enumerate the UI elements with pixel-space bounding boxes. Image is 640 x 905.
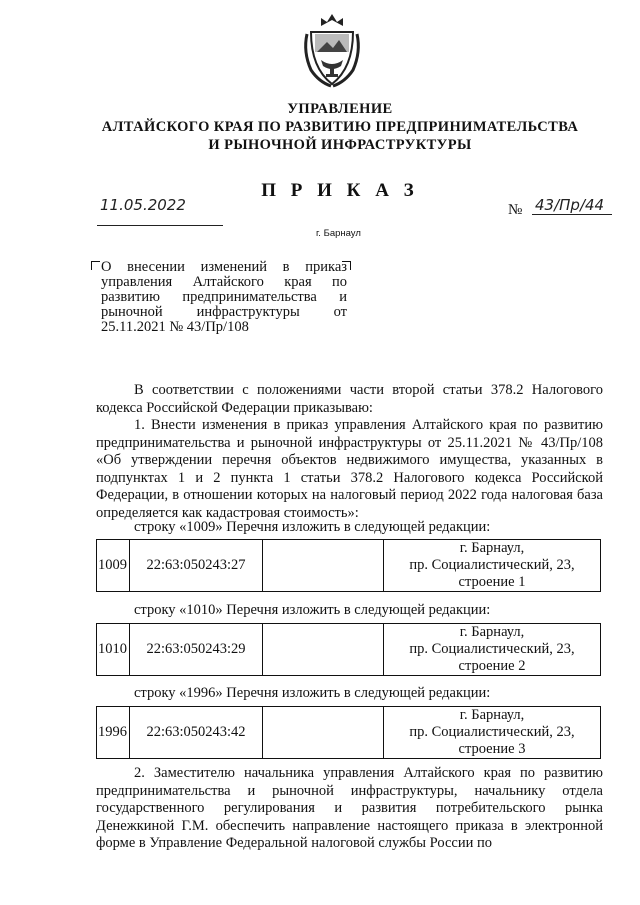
org-name-line-2: АЛТАЙСКОГО КРАЯ ПО РАЗВИТИЮ ПРЕДПРИНИМАТЕЛЬСТВА: [101, 119, 579, 135]
instruction-1009: строку «1009» Перечня изложить в следующей редакции:: [134, 519, 491, 535]
cadastral-number: 22:63:050243:29: [130, 624, 263, 676]
address-cell: [384, 624, 601, 676]
number-label: №: [508, 202, 523, 218]
org-name-line-1: УПРАВЛЕНИЕ: [287, 101, 393, 117]
empty-cell: [263, 707, 384, 759]
cadastral-number: 22:63:050243:42: [130, 707, 263, 759]
record-table-1996: [96, 706, 601, 759]
address-line: г. Барнаул,: [459, 540, 525, 556]
table-row: [97, 624, 601, 676]
coat-of-arms-icon: [301, 12, 363, 88]
address-line: строение 3: [458, 741, 526, 757]
city: г. Барнаул: [316, 228, 361, 239]
address-line: пр. Социалистический, 23,: [409, 557, 575, 573]
address-line: строение 1: [458, 574, 526, 590]
document-number: 43/Пр/44: [535, 196, 605, 214]
record-table-1010: [96, 623, 601, 676]
org-name-line-3: И РЫНОЧНОЙ ИНФРАСТРУКТУРЫ: [208, 137, 472, 153]
table-row: [97, 707, 601, 759]
empty-cell: [263, 540, 384, 592]
address-line: пр. Социалистический, 23,: [409, 641, 575, 657]
address-cell: [384, 707, 601, 759]
row-number: 1009: [97, 540, 130, 592]
cadastral-number: 22:63:050243:27: [130, 540, 263, 592]
empty-cell: [263, 624, 384, 676]
item-2-paragraph: 2. Заместителю начальника управления Алтайского края по развитию предпринимательства и рыночной инфраструктуры, начальнику отдела государственного регулирования и развития потребительского рынка Денежкиной Г.М. обеспечить направление настоящего приказа в электронной форме в Управление Федеральной налоговой службы России по: [96, 765, 603, 851]
address-line: г. Барнаул,: [459, 707, 525, 723]
address-line: строение 2: [458, 658, 526, 674]
address-line: пр. Социалистический, 23,: [409, 724, 575, 740]
intro-paragraph: В соответствии с положениями части второй статьи 378.2 Налогового кодекса Российской Федерации приказываю:: [96, 382, 603, 416]
subject-corner-left: [91, 261, 100, 270]
document-date: 11.05.2022: [100, 196, 186, 214]
row-number: 1010: [97, 624, 130, 676]
record-table-1009: [96, 539, 601, 592]
address-line: г. Барнаул,: [459, 624, 525, 640]
item-1-paragraph: 1. Внести изменения в приказ управления Алтайского края по развитию предпринимательства и рыночной инфраструктуры от 25.11.2021 № 43/Пр/108 «Об утверждении перечня объектов недвижимого имущества, указанных в подпунктах 1 и 2 пункта 1 статьи 378.2 Налогового кодекса Российской Федерации, в отношении которых на налоговый период 2022 года налоговая база определяется как кадастровая стоимость»:: [96, 417, 603, 521]
table-row: [97, 540, 601, 592]
document-title: П Р И К А З: [261, 180, 419, 201]
document-subject: О внесении изменений в приказ управления Алтайского края по развитию предпринимательства и рыночной инфраструктуры от 25.11.2021 № 43/Пр/108: [101, 259, 347, 335]
instruction-1010: строку «1010» Перечня изложить в следующей редакции:: [134, 602, 491, 618]
instruction-1996: строку «1996» Перечня изложить в следующей редакции:: [134, 685, 491, 701]
address-cell: [384, 540, 601, 592]
row-number: 1996: [97, 707, 130, 759]
